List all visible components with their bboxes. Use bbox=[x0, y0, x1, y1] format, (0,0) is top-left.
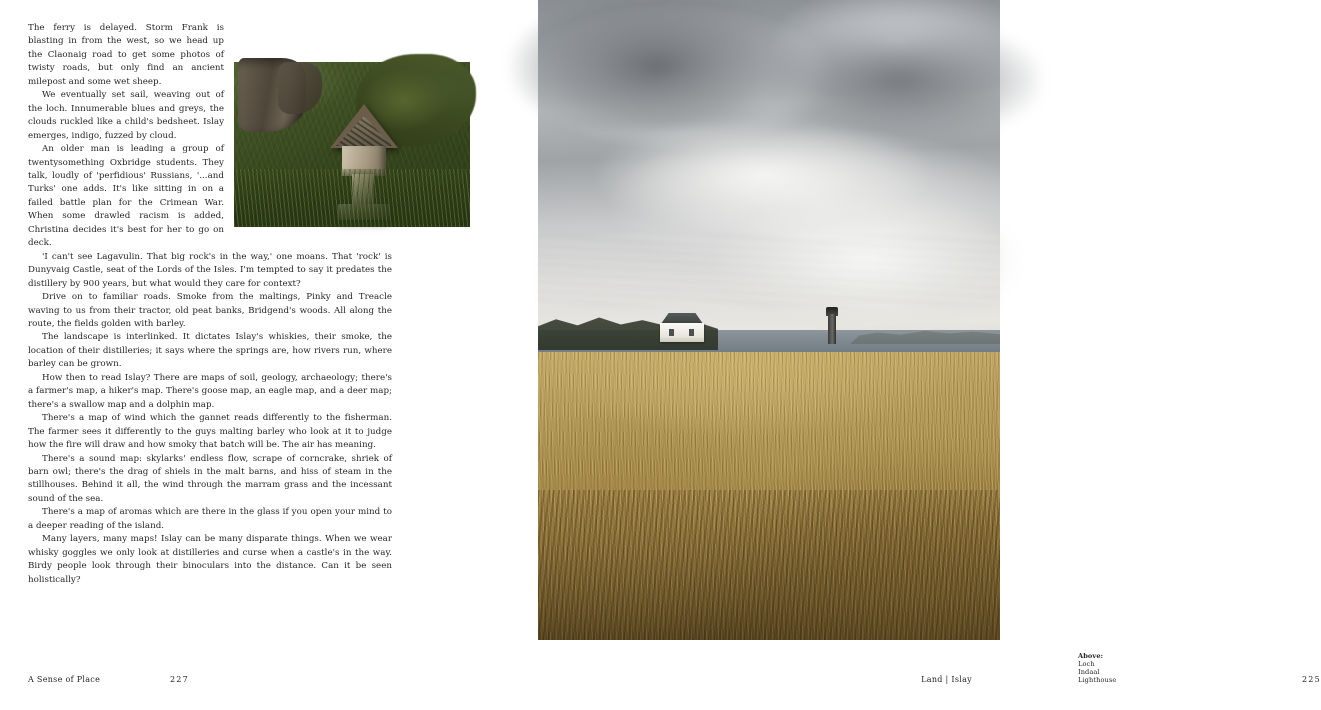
paragraph: An older man is leading a group of twentysomething Oxbridge students. They talk, loudly of 'perfidious' Russians, '...and Turks' one adds. It's like sitting in on a failed battle plan for the Crimean War. When some drawled racism is added, Christina decides it's best for her to go on deck. bbox=[28, 144, 224, 249]
paragraph: Drive on to familiar roads. Smoke from the maltings, Pinky and Treacle waving to us from their tractor, old peat banks, Bridgend's woods. All along the route, the fields golden with barley. bbox=[28, 292, 392, 329]
right-page bbox=[500, 0, 1321, 710]
photo-cottage-window-left bbox=[669, 329, 674, 336]
photo-white-cottage bbox=[660, 312, 704, 342]
paragraph: The ferry is delayed. Storm Frank is blasting in from the west, so we head up the Claonaig road to get some photos of twisty roads, but only find an ancient milepost and some wet sheep. bbox=[28, 23, 224, 87]
paragraph: There's a map of aromas which are there in the glass if you open your mind to a deeper reading of the island. bbox=[28, 507, 392, 531]
photo-lighthouse bbox=[826, 306, 838, 344]
photo-caption bbox=[1078, 652, 1116, 684]
footer-section-title: Land | Islay bbox=[921, 675, 972, 684]
footer-page-number-right: 225 bbox=[1302, 675, 1321, 684]
photo-barley-field bbox=[538, 352, 1000, 640]
paragraph: We eventually set sail, weaving out of the loch. Innumerable blues and greys, the clouds ruckled like a child's bedsheet. Islay emerges, indigo, fuzzed by cloud. bbox=[28, 90, 224, 141]
photo-cloud-streaks bbox=[538, 236, 1000, 306]
paragraph: There's a map of wind which the gannet reads differently to the fisherman. The farmer sees it differently to the guys malting barley who look at it to judge how the fire will draw and how smoky that batch will be. The air has meaning. bbox=[28, 413, 392, 451]
photo-caption-text: Loch Indaal Lighthouse bbox=[1078, 660, 1117, 684]
paragraph: Many layers, many maps! Islay can be many disparate things. When we wear whisky goggles we only look at distilleries and curse when a castle's in the way. Birdy people look through their binoculars into the distance. Can it be seen holistically? bbox=[28, 534, 392, 585]
photo-lighthouse-tower bbox=[828, 314, 836, 344]
photo-caption-label: Above: bbox=[1078, 652, 1104, 660]
loch-indaal-lighthouse-photo bbox=[538, 0, 1000, 640]
photo-cottage-walls bbox=[660, 323, 704, 342]
photo-milepost-roof bbox=[330, 104, 398, 148]
paragraph: The landscape is interlinked. It dictates Islay's whiskies, their smoke, the location of their distilleries; it says where the springs are, how rivers run, where barley can be grown. bbox=[28, 332, 392, 370]
paragraph: How then to read Islay? There are maps of soil, geology, archaeology; there's a farmer's map, a hiker's map. There's goose map, an eagle map, and a deer map; there's a swallow map and a dolphin map. bbox=[28, 372, 392, 410]
paragraph: There's a sound map: skylarks' endless flow, scrape of corncrake, shriek of barn owl; there's the drag of shiels in the malt barns, and hiss of steam in the stillhouses. Behind it all, the wind through the marram grass and the incessant sound of the sea. bbox=[28, 453, 392, 504]
paragraph: 'I can't see Lagavulin. That big rock's in the way,' one moans. That 'rock' is Dunyvaig Castle, seat of the Lords of the Isles. I'm tempted to say it predates the distillery by 900 years, but what would they care for context? bbox=[28, 251, 392, 289]
footer-page-number-left: 227 bbox=[170, 675, 189, 684]
footer-chapter-title: A Sense of Place bbox=[28, 675, 101, 684]
photo-grass bbox=[234, 169, 470, 227]
photo-cottage-window-right bbox=[689, 329, 694, 336]
ancient-milepost-photo bbox=[234, 62, 470, 225]
left-page bbox=[0, 0, 500, 710]
